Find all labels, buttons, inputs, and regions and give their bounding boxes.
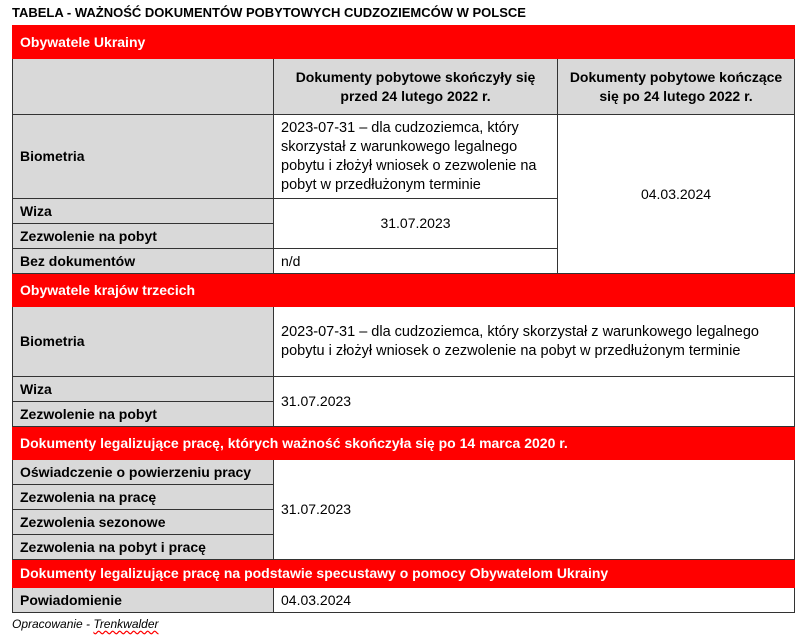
column-header-after: Dokumenty pobytowe kończące się po 24 lutego 2022 r. [558, 59, 795, 115]
row-label-zezwolenie: Zezwolenie na pobyt [13, 402, 274, 427]
wiza-zezwolenie-before-value: 31.07.2023 [274, 199, 558, 249]
column-header-row [13, 59, 795, 115]
work-docs-value: 31.07.2023 [274, 460, 795, 560]
residence-documents-table [12, 25, 795, 613]
table-row [13, 307, 795, 377]
row-label-oswiadczenie: Oświadczenie o powierzeniu pracy [13, 460, 274, 485]
section-header-work-docs [13, 427, 795, 460]
section-header-label: Obywatele Ukrainy [13, 26, 795, 59]
special-act-value: 04.03.2024 [274, 588, 795, 613]
third-wiza-zezwolenie-value: 31.07.2023 [274, 377, 795, 427]
section-header-ukraine [13, 26, 795, 59]
after-value: 04.03.2024 [558, 115, 795, 274]
table-row [13, 377, 795, 402]
source-note [12, 617, 159, 631]
section-header-third-countries [13, 274, 795, 307]
table-row [13, 115, 795, 199]
row-label-powiadomienie: Powiadomienie [13, 588, 274, 613]
row-label-biometria: Biometria [13, 307, 274, 377]
row-label-sezonowe: Zezwolenia sezonowe [13, 510, 274, 535]
row-label-wiza: Wiza [13, 199, 274, 224]
biometria-before-value: 2023-07-31 – dla cudzoziemca, który skorzystał z warunkowego legalnego pobytu i złożył wniosek o zezwolenie na pobyt w przedłużonym terminie [274, 115, 558, 199]
row-label-wiza: Wiza [13, 377, 274, 402]
section-header-special-act [13, 560, 795, 588]
source-name: Trenkwalder [93, 617, 159, 631]
row-label-bez-dokumentow: Bez dokumentów [13, 249, 274, 274]
section-header-label: Dokumenty legalizujące pracę, których ważność skończyła się po 14 marca 2020 r. [13, 427, 795, 460]
row-label-biometria: Biometria [13, 115, 274, 199]
table-row [13, 588, 795, 613]
section-header-label: Obywatele krajów trzecich [13, 274, 795, 307]
source-prefix: Opracowanie - [12, 617, 94, 631]
page-title: TABELA - WAŻNOŚĆ DOKUMENTÓW POBYTOWYCH CUDZOZIEMCÓW W POLSCE [12, 5, 526, 20]
table-row [13, 460, 795, 485]
row-label-zezwolenia-prace: Zezwolenia na pracę [13, 485, 274, 510]
empty-header-cell [13, 59, 274, 115]
section-header-label: Dokumenty legalizujące pracę na podstawie specustawy o pomocy Obywatelom Ukrainy [13, 560, 795, 588]
bez-dokumentow-before-value: n/d [274, 249, 558, 274]
row-label-pobyt-prace: Zezwolenia na pobyt i pracę [13, 535, 274, 560]
row-label-zezwolenie: Zezwolenie na pobyt [13, 224, 274, 249]
third-biometria-value: 2023-07-31 – dla cudzoziemca, który skorzystał z warunkowego legalnego pobytu i złożył wniosek o zezwolenie na pobyt w przedłużonym terminie [274, 307, 795, 377]
column-header-before: Dokumenty pobytowe skończyły się przed 24 lutego 2022 r. [274, 59, 558, 115]
